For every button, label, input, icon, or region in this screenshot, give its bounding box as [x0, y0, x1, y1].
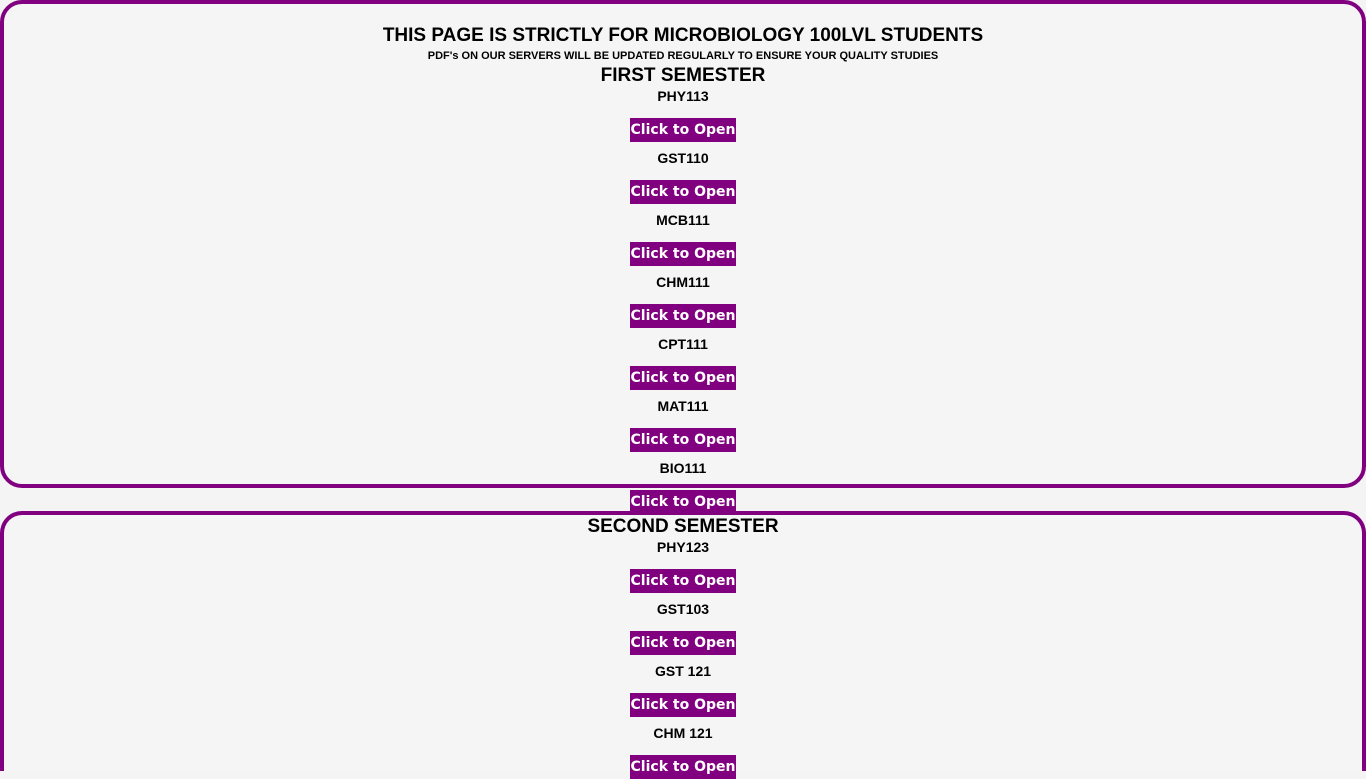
page-title: THIS PAGE IS STRICTLY FOR MICROBIOLOGY 100LVL STUDENTS	[382, 25, 984, 46]
open-course-button[interactable]: Click to Open	[630, 118, 736, 142]
open-course-button[interactable]: Click to Open	[630, 428, 736, 452]
course-item	[4, 274, 1362, 328]
course-item	[4, 398, 1362, 452]
open-course-button[interactable]: Click to Open	[630, 304, 736, 328]
open-course-button[interactable]: Click to Open	[630, 569, 736, 593]
open-course-button[interactable]: Click to Open	[630, 693, 736, 717]
second-semester-panel	[0, 511, 1366, 775]
course-code: PHY123	[656, 539, 710, 555]
course-code: GST110	[657, 150, 709, 166]
course-code: CPT111	[658, 336, 708, 352]
course-code: CHM111	[656, 274, 710, 290]
course-code: PHY113	[657, 88, 709, 104]
course-code: GST103	[656, 601, 710, 617]
open-course-button[interactable]: Click to Open	[630, 490, 736, 514]
course-code: BIO111	[659, 460, 707, 476]
course-item	[4, 663, 1362, 717]
open-course-button[interactable]: Click to Open	[630, 180, 736, 204]
open-course-button[interactable]: Click to Open	[630, 366, 736, 390]
course-item	[4, 88, 1362, 142]
first-semester-title: FIRST SEMESTER	[600, 65, 766, 86]
course-item	[4, 601, 1362, 655]
course-item	[4, 150, 1362, 204]
course-item	[4, 539, 1362, 593]
course-code: CHM 121	[653, 725, 713, 741]
page-subtitle: PDF's ON OUR SERVERS WILL BE UPDATED REGULARLY TO ENSURE YOUR QUALITY STUDIES	[427, 50, 939, 62]
open-course-button[interactable]: Click to Open	[630, 755, 736, 779]
course-item	[4, 212, 1362, 266]
course-item	[4, 336, 1362, 390]
course-item	[4, 460, 1362, 514]
course-code: MAT111	[657, 398, 709, 414]
course-item	[4, 725, 1362, 779]
second-semester-title: SECOND SEMESTER	[587, 516, 779, 537]
course-code: MCB111	[656, 212, 710, 228]
course-code: GST 121	[654, 663, 712, 679]
open-course-button[interactable]: Click to Open	[630, 242, 736, 266]
open-course-button[interactable]: Click to Open	[630, 631, 736, 655]
